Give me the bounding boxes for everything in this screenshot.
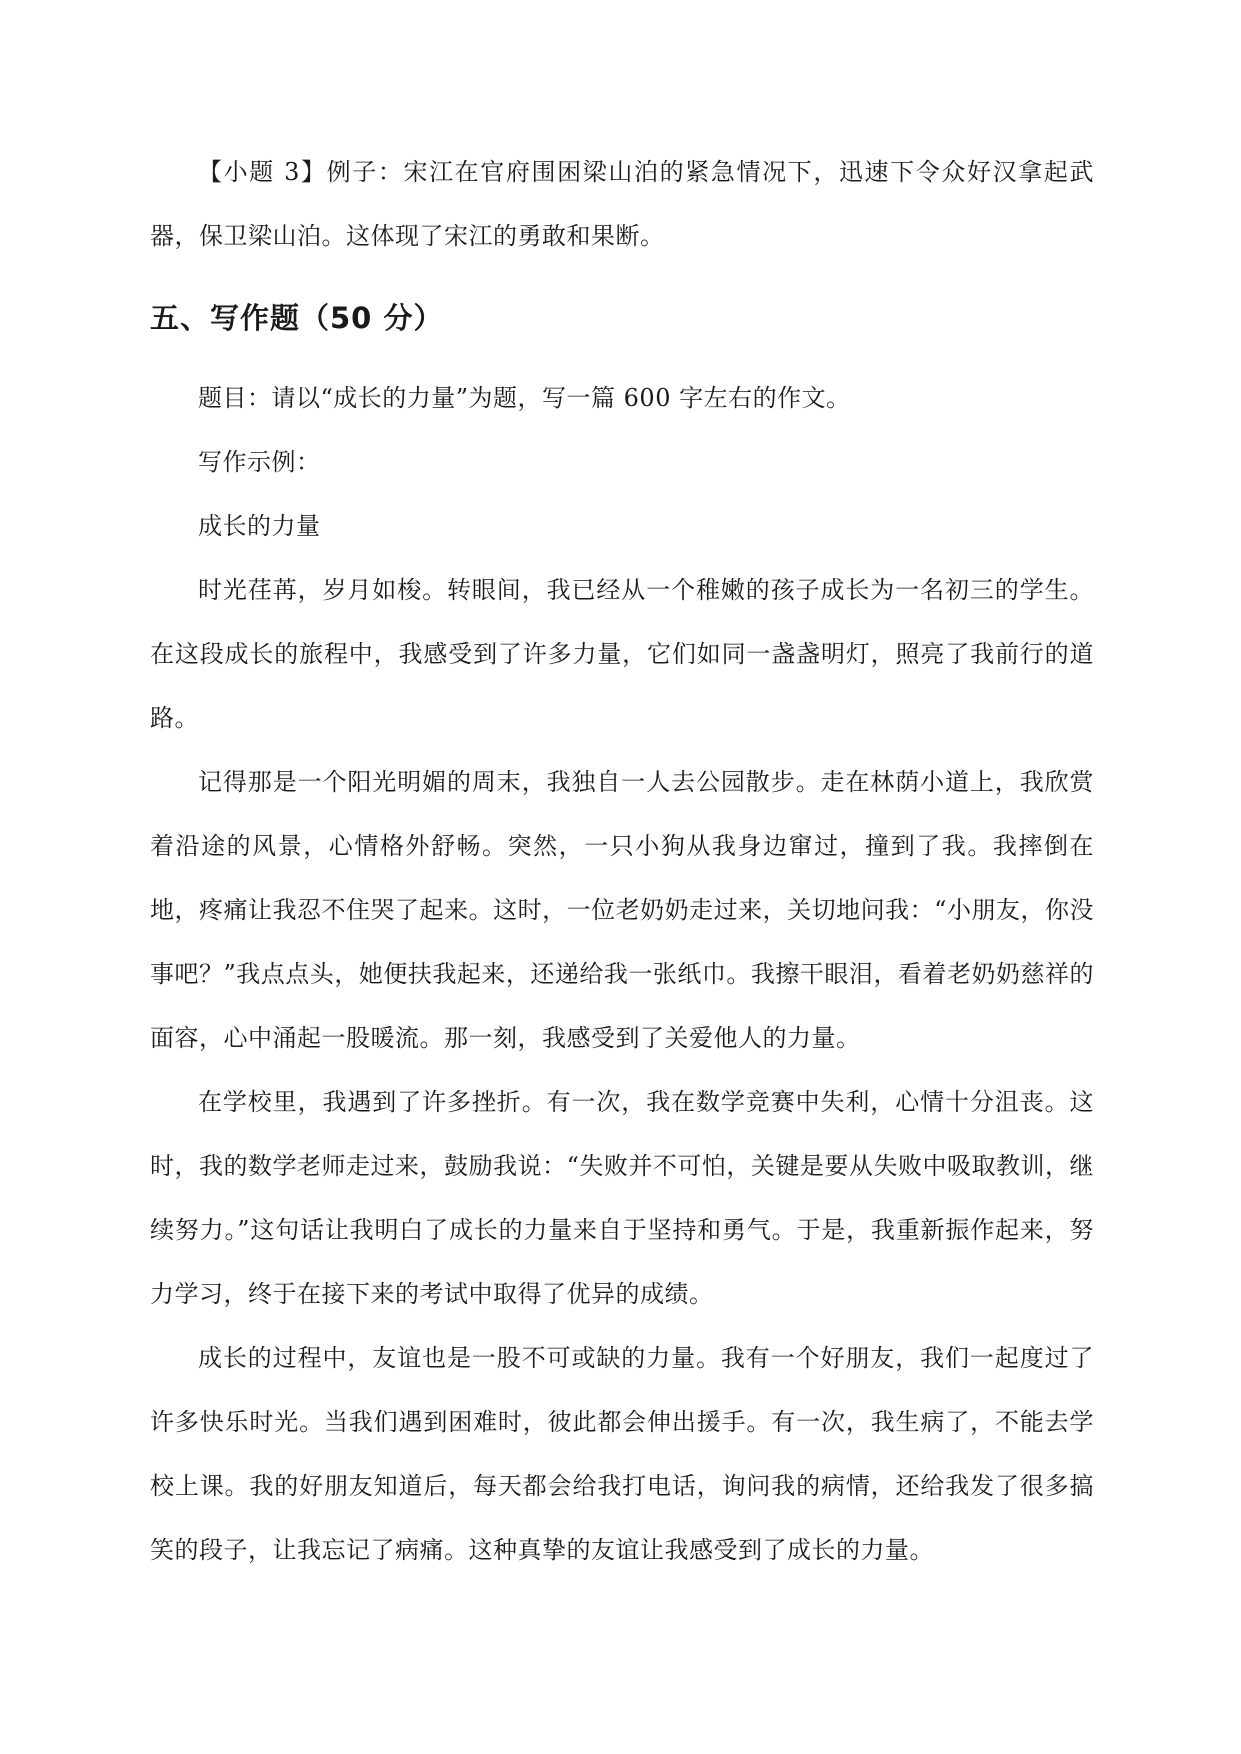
section-heading-writing: 五、写作题（50 分）: [150, 301, 444, 335]
example-label: 写作示例：: [198, 448, 321, 476]
answer-item-3: 【小题 3】例子：宋江在官府围困梁山泊的紧急情况下，迅速下令众好汉拿起武器，保卫梁山泊。这体现了宋江的勇敢和果断。: [150, 158, 1094, 250]
essay-paragraph-2: 记得那是一个阳光明媚的周末，我独自一人去公园散步。走在林荫小道上，我欣赏着沿途的风景，心情格外舒畅。突然，一只小狗从我身边窜过，撞到了我。我摔倒在地，疼痛让我忍不住哭了起来。这时，一位老奶奶走过来，关切地问我：“小朋友，你没事吧？”我点点头，她便扶我起来，还递给我一张纸巾。我擦干眼泪，看着老奶奶慈祥的面容，心中涌起一股暖流。那一刻，我感受到了关爱他人的力量。: [150, 768, 1094, 1052]
essay-paragraph-3: 在学校里，我遇到了许多挫折。有一次，我在数学竞赛中失利，心情十分沮丧。这时，我的数学老师走过来，鼓励我说：“失败并不可怕，关键是要从失败中吸取教训，继续努力。”这句话让我明白了成长的力量来自于坚持和勇气。于是，我重新振作起来，努力学习，终于在接下来的考试中取得了优异的成绩。: [150, 1088, 1094, 1308]
essay-paragraph-4: 成长的过程中，友谊也是一股不可或缺的力量。我有一个好朋友，我们一起度过了许多快乐时光。当我们遇到困难时，彼此都会伸出援手。有一次，我生病了，不能去学校上课。我的好朋友知道后，每天都会给我打电话，询问我的病情，还给我发了很多搞笑的段子，让我忘记了病痛。这种真挚的友谊让我感受到了成长的力量。: [150, 1344, 1094, 1564]
essay-paragraph-1: 时光荏苒，岁月如梭。转眼间，我已经从一个稚嫩的孩子成长为一名初三的学生。在这段成长的旅程中，我感受到了许多力量，它们如同一盏盏明灯，照亮了我前行的道路。: [150, 576, 1094, 732]
essay-title: 成长的力量: [198, 512, 321, 540]
document-content: [150, 140, 1094, 1582]
writing-prompt: 题目：请以“成长的力量”为题，写一篇 600 字左右的作文。: [198, 384, 851, 412]
